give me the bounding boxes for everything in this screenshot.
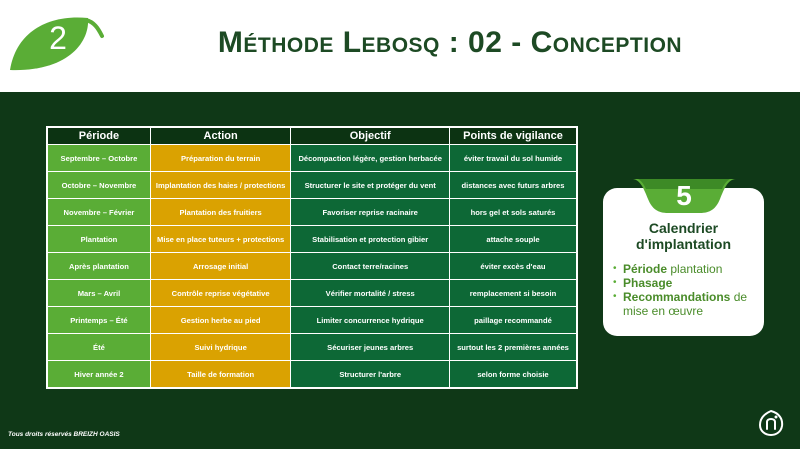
planting-schedule-table xyxy=(46,126,578,389)
list-item-bold: Phasage xyxy=(623,276,673,290)
table-header-row xyxy=(47,127,577,145)
cell-action: Suivi hydrique xyxy=(150,334,291,361)
copyright-text: Tous droits réservés BREIZH OASIS xyxy=(8,431,120,438)
cell-objectif: Stabilisation et protection gibier xyxy=(291,226,450,253)
cell-objectif: Limiter concurrence hydrique xyxy=(291,307,450,334)
cell-action: Implantation des haies / protections xyxy=(150,172,291,199)
cell-periode: Plantation xyxy=(47,226,150,253)
card-title-line2: d'implantation xyxy=(635,236,732,252)
cell-objectif: Structurer l'arbre xyxy=(291,361,450,389)
cell-action: Mise en place tuteurs + protections xyxy=(150,226,291,253)
cell-action: Gestion herbe au pied xyxy=(150,307,291,334)
list-item-bold: Recommandations xyxy=(623,290,731,304)
cell-action: Taille de formation xyxy=(150,361,291,389)
header-periode: Période xyxy=(47,127,150,145)
step-number: 2 xyxy=(49,20,67,56)
cell-vigilance: remplacement si besoin xyxy=(449,280,577,307)
cell-objectif: Favoriser reprise racinaire xyxy=(291,199,450,226)
cell-periode: Hiver année 2 xyxy=(47,361,150,389)
list-item xyxy=(613,262,758,276)
table-row xyxy=(47,145,577,172)
list-item xyxy=(613,290,758,318)
cell-objectif: Vérifier mortalité / stress xyxy=(291,280,450,307)
cell-objectif: Décompaction légère, gestion herbacée xyxy=(291,145,450,172)
cell-periode: Été xyxy=(47,334,150,361)
cell-vigilance: hors gel et sols saturés xyxy=(449,199,577,226)
list-item xyxy=(613,276,758,290)
cell-periode: Novembre – Février xyxy=(47,199,150,226)
bullet-icon: • xyxy=(613,277,617,288)
table-row xyxy=(47,199,577,226)
cell-objectif: Structurer le site et protéger du vent xyxy=(291,172,450,199)
cell-action: Arrosage initial xyxy=(150,253,291,280)
list-item-text: de mise en œuvre xyxy=(623,290,748,318)
cell-action: Plantation des fruitiers xyxy=(150,199,291,226)
header-objectif: Objectif xyxy=(291,127,450,145)
cell-periode: Après plantation xyxy=(47,253,150,280)
cell-vigilance: éviter travail du sol humide xyxy=(449,145,577,172)
cell-objectif: Contact terre/racines xyxy=(291,253,450,280)
cell-action: Préparation du terrain xyxy=(150,145,291,172)
page-title: Méthode Lebosq : 02 - Conception xyxy=(217,26,683,59)
bullet-icon: • xyxy=(613,291,617,302)
list-item-text: plantation xyxy=(667,262,723,276)
card-title xyxy=(603,220,764,252)
cell-vigilance: éviter excès d'eau xyxy=(449,253,577,280)
cell-vigilance: selon forme choisie xyxy=(449,361,577,389)
card-title-line1: Calendrier xyxy=(648,220,719,236)
header-action: Action xyxy=(150,127,291,145)
card-number: 5 xyxy=(676,180,692,211)
cell-vigilance: attache souple xyxy=(449,226,577,253)
cell-periode: Septembre – Octobre xyxy=(47,145,150,172)
table-row xyxy=(47,253,577,280)
cell-vigilance: paillage recommandé xyxy=(449,307,577,334)
table-row xyxy=(47,172,577,199)
table-row xyxy=(47,226,577,253)
cell-periode: Mars – Avril xyxy=(47,280,150,307)
table-row xyxy=(47,307,577,334)
cell-vigilance: surtout les 2 premières années xyxy=(449,334,577,361)
cell-periode: Octobre – Novembre xyxy=(47,172,150,199)
table-row xyxy=(47,280,577,307)
header-vigilance: Points de vigilance xyxy=(449,127,577,145)
header-bar xyxy=(0,0,800,92)
cell-objectif: Sécuriser jeunes arbres xyxy=(291,334,450,361)
table-row xyxy=(47,334,577,361)
card-list xyxy=(613,262,758,318)
list-item-bold: Période xyxy=(623,262,668,276)
cell-vigilance: distances avec futurs arbres xyxy=(449,172,577,199)
cell-action: Contrôle reprise végétative xyxy=(150,280,291,307)
table-row xyxy=(47,361,577,389)
cell-periode: Printemps – Été xyxy=(47,307,150,334)
bullet-icon: • xyxy=(613,263,617,274)
brand-logo-icon xyxy=(757,409,785,437)
